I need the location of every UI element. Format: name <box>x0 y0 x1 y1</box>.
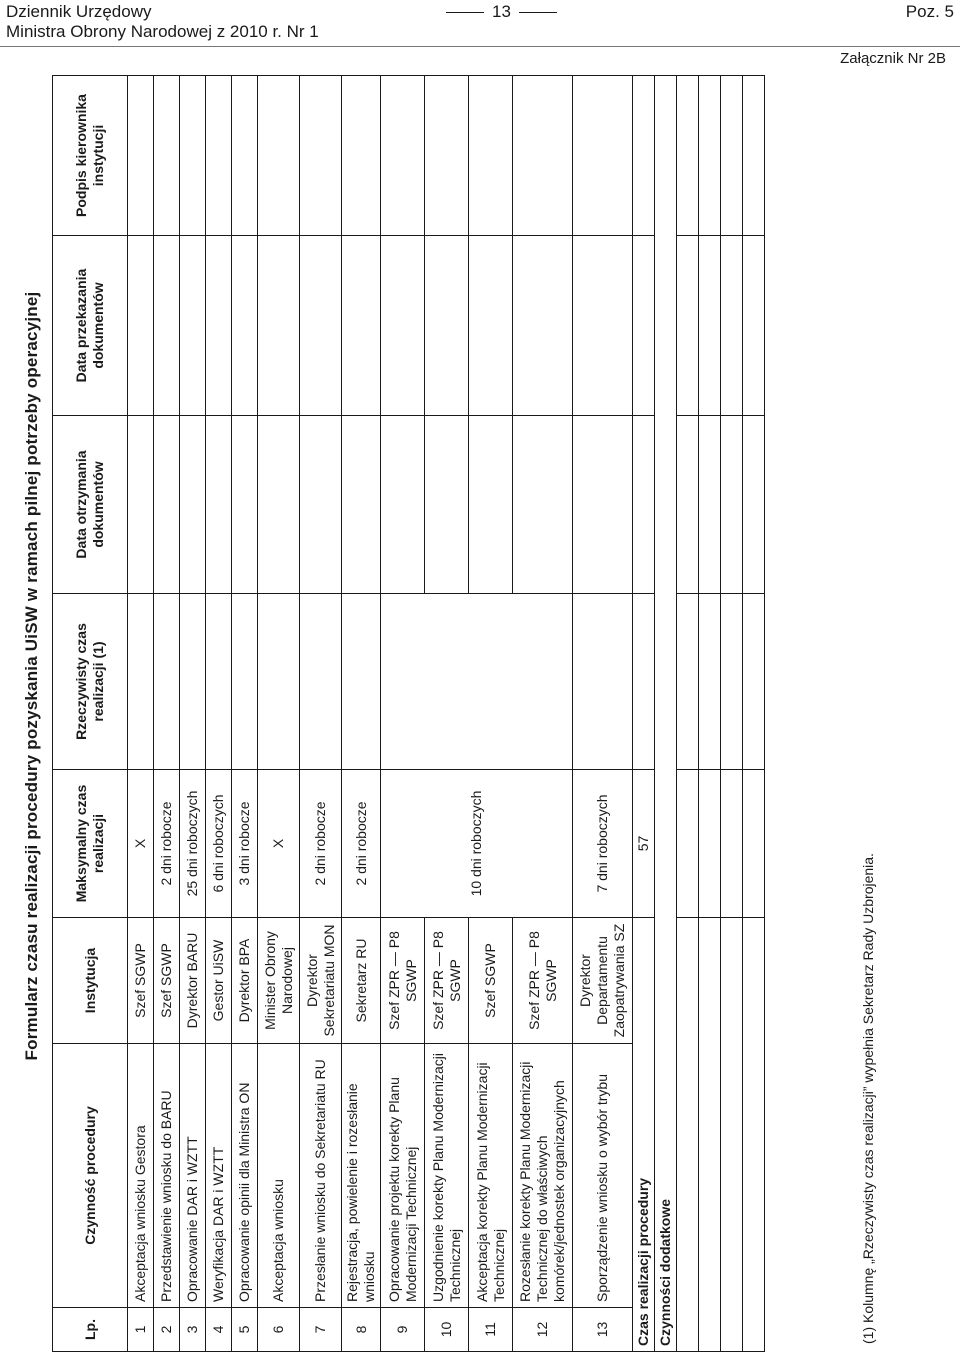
extra-row <box>677 76 699 1352</box>
total-handed-cell[interactable] <box>633 236 655 416</box>
extra-signature-cell[interactable] <box>677 76 699 236</box>
procedure-table <box>52 75 765 1352</box>
handed-cell[interactable] <box>573 236 633 416</box>
max-time-cell: 2 dni robocze <box>342 770 381 918</box>
max-time-cell: 3 dni robocze <box>232 770 258 918</box>
institution-cell: Szef SGWP <box>469 918 513 1044</box>
signature-cell[interactable] <box>300 76 342 236</box>
table-row <box>300 76 342 1352</box>
actual-time-cell[interactable] <box>381 594 573 770</box>
actual-time-cell[interactable] <box>128 594 154 770</box>
signature-cell[interactable] <box>381 76 425 236</box>
extra-actual-cell[interactable] <box>677 594 699 770</box>
received-cell[interactable] <box>425 416 469 594</box>
actual-time-cell[interactable] <box>300 594 342 770</box>
extra-handed-cell[interactable] <box>699 236 721 416</box>
col-received: Data otrzymania dokumentów <box>53 416 128 594</box>
signature-cell[interactable] <box>342 76 381 236</box>
institution-cell: Dyrektor Departamentu Zaopatrywania SZ <box>573 918 633 1044</box>
extra-header-row <box>655 76 677 1352</box>
max-time-cell: 2 dni robocze <box>300 770 342 918</box>
total-label: Czas realizacji procedury <box>633 918 655 1352</box>
activity-cell: Akceptacja korekty Planu Modernizacji Technicznej <box>469 1044 513 1308</box>
institution-cell: Minister Obrony Narodowej <box>258 918 300 1044</box>
lp-cell: 3 <box>180 1308 206 1352</box>
extra-row <box>699 76 721 1352</box>
actual-time-cell[interactable] <box>180 594 206 770</box>
extra-row <box>743 76 765 1352</box>
total-row <box>633 76 655 1352</box>
col-actual-time: Rzeczywisty czas realizacji (1) <box>53 594 128 770</box>
handed-cell[interactable] <box>425 236 469 416</box>
lp-cell: 8 <box>342 1308 381 1352</box>
actual-time-cell[interactable] <box>232 594 258 770</box>
col-handed: Data przekazania dokumentów <box>53 236 128 416</box>
extra-handed-cell[interactable] <box>721 236 743 416</box>
extra-received-cell[interactable] <box>677 416 699 594</box>
activity-cell: Rejestracja, powielenie i rozesłanie wniosku <box>342 1044 381 1308</box>
extra-signature-cell[interactable] <box>721 76 743 236</box>
extra-max-cell[interactable] <box>721 770 743 918</box>
received-cell[interactable] <box>206 416 232 594</box>
handed-cell[interactable] <box>381 236 425 416</box>
actual-time-cell[interactable] <box>154 594 180 770</box>
actual-time-cell[interactable] <box>573 594 633 770</box>
table-row <box>206 76 232 1352</box>
activity-cell: Akceptacja wniosku <box>258 1044 300 1308</box>
lp-cell: 9 <box>381 1308 425 1352</box>
signature-cell[interactable] <box>206 76 232 236</box>
lp-cell: 12 <box>513 1308 573 1352</box>
received-cell[interactable] <box>128 416 154 594</box>
handed-cell[interactable] <box>206 236 232 416</box>
actual-time-cell[interactable] <box>206 594 232 770</box>
activity-cell: Rozesłanie korekty Planu Modernizacji Technicznej do właściwych komórek/jednostek organizacyjnych <box>513 1044 573 1308</box>
table-row <box>154 76 180 1352</box>
received-cell[interactable] <box>342 416 381 594</box>
position-label: Poz. 5 <box>905 2 954 21</box>
lp-cell: 11 <box>469 1308 513 1352</box>
activity-cell: Uzgodnienie korekty Planu Modernizacji Technicznej <box>425 1044 469 1308</box>
handed-cell[interactable] <box>180 236 206 416</box>
col-max-time: Maksymalny czas realizacji <box>53 770 128 918</box>
col-activity: Czynność procedury <box>53 1044 128 1308</box>
handed-cell[interactable] <box>258 236 300 416</box>
institution-cell: Dyrektor BARU <box>180 918 206 1044</box>
received-cell[interactable] <box>232 416 258 594</box>
extra-actual-cell[interactable] <box>699 594 721 770</box>
page-number-text: 13 <box>492 2 511 21</box>
signature-cell[interactable] <box>232 76 258 236</box>
activity-cell: Akceptacja wniosku Gestora <box>128 1044 154 1308</box>
table-row <box>258 76 300 1352</box>
extra-activity-cell[interactable] <box>743 918 765 1352</box>
signature-cell[interactable] <box>573 76 633 236</box>
table-row <box>342 76 381 1352</box>
max-time-cell: 10 dni roboczych <box>381 770 573 918</box>
activity-cell: Opracowanie opinii dla Ministra ON <box>232 1044 258 1308</box>
lp-cell: 6 <box>258 1308 300 1352</box>
total-signature-cell[interactable] <box>633 76 655 236</box>
extra-actual-cell[interactable] <box>743 594 765 770</box>
activity-cell: Przesłanie wniosku do Sekretariatu RU <box>300 1044 342 1308</box>
signature-cell[interactable] <box>513 76 573 236</box>
table-row <box>381 76 425 1352</box>
lp-cell: 13 <box>573 1308 633 1352</box>
extra-actual-cell[interactable] <box>721 594 743 770</box>
max-time-cell: 25 dni roboczych <box>180 770 206 918</box>
handed-cell[interactable] <box>154 236 180 416</box>
signature-cell[interactable] <box>128 76 154 236</box>
extra-activity-cell[interactable] <box>677 918 699 1352</box>
extra-received-cell[interactable] <box>743 416 765 594</box>
extra-label: Czynności dodatkowe <box>655 76 677 1352</box>
institution-cell: Szef ZPR — P8 SGWP <box>381 918 425 1044</box>
extra-activity-cell[interactable] <box>699 918 721 1352</box>
extra-max-cell[interactable] <box>699 770 721 918</box>
ministry-line: Ministra Obrony Narodowej z 2010 r. Nr 1 <box>6 22 319 41</box>
handed-cell[interactable] <box>128 236 154 416</box>
table-row <box>232 76 258 1352</box>
max-time-cell: 6 dni roboczych <box>206 770 232 918</box>
signature-cell[interactable] <box>180 76 206 236</box>
lp-cell: 10 <box>425 1308 469 1352</box>
lp-cell: 7 <box>300 1308 342 1352</box>
lp-cell: 4 <box>206 1308 232 1352</box>
received-cell[interactable] <box>573 416 633 594</box>
institution-cell: Szef ZPR — P8 SGWP <box>425 918 469 1044</box>
institution-cell: Szef SGWP <box>128 918 154 1044</box>
signature-cell[interactable] <box>154 76 180 236</box>
extra-signature-cell[interactable] <box>699 76 721 236</box>
extra-received-cell[interactable] <box>721 416 743 594</box>
extra-signature-cell[interactable] <box>743 76 765 236</box>
activity-cell: Sporządzenie wniosku o wybór trybu <box>573 1044 633 1308</box>
institution-cell: Dyrektor BPA <box>232 918 258 1044</box>
received-cell[interactable] <box>300 416 342 594</box>
handed-cell[interactable] <box>469 236 513 416</box>
institution-cell: Gestor UiSW <box>206 918 232 1044</box>
activity-cell: Przedstawienie wniosku do BARU <box>154 1044 180 1308</box>
institution-cell: Dyrektor Sekretariatu MON <box>300 918 342 1044</box>
actual-time-cell[interactable] <box>258 594 300 770</box>
actual-time-cell[interactable] <box>342 594 381 770</box>
received-cell[interactable] <box>513 416 573 594</box>
table-header-row <box>53 76 128 1352</box>
received-cell[interactable] <box>258 416 300 594</box>
max-time-cell: X <box>258 770 300 918</box>
max-time-cell: 7 dni roboczych <box>573 770 633 918</box>
footnote: (1) Kolumnę „Rzeczywisty czas realizacji” wypełnia Sekretarz Rady Uzbrojenia. <box>860 853 876 1344</box>
activity-cell: Opracowanie projektu korekty Planu Modernizacji Technicznej <box>381 1044 425 1308</box>
extra-received-cell[interactable] <box>699 416 721 594</box>
extra-row <box>721 76 743 1352</box>
extra-activity-cell[interactable] <box>721 918 743 1352</box>
total-received-cell[interactable] <box>633 416 655 594</box>
extra-max-cell[interactable] <box>677 770 699 918</box>
received-cell[interactable] <box>154 416 180 594</box>
activity-cell: Weryfikacja DAR i WZTT <box>206 1044 232 1308</box>
lp-cell: 2 <box>154 1308 180 1352</box>
col-lp: Lp. <box>53 1308 128 1352</box>
total-actual-cell[interactable] <box>633 594 655 770</box>
institution-cell: Szef SGWP <box>154 918 180 1044</box>
col-signature: Podpis kierownika instytucji <box>53 76 128 236</box>
table-row <box>180 76 206 1352</box>
handed-cell[interactable] <box>300 236 342 416</box>
signature-cell[interactable] <box>425 76 469 236</box>
institution-cell: Sekretarz RU <box>342 918 381 1044</box>
signature-cell[interactable] <box>469 76 513 236</box>
extra-handed-cell[interactable] <box>677 236 699 416</box>
form-title: Formularz czasu realizacji procedury pozyskania UiSW w ramach pilnej potrzeby operacyjnej <box>22 291 41 1061</box>
table-row <box>128 76 154 1352</box>
activity-cell: Opracowanie DAR i WZTT <box>180 1044 206 1308</box>
received-cell[interactable] <box>381 416 425 594</box>
received-cell[interactable] <box>180 416 206 594</box>
handed-cell[interactable] <box>342 236 381 416</box>
max-time-cell: 2 dni robocze <box>154 770 180 918</box>
signature-cell[interactable] <box>258 76 300 236</box>
institution-cell: Szef ZPR — P8 SGWP <box>513 918 573 1044</box>
table-row <box>573 76 633 1352</box>
handed-cell[interactable] <box>232 236 258 416</box>
lp-cell: 1 <box>128 1308 154 1352</box>
total-value: 57 <box>633 770 655 918</box>
extra-handed-cell[interactable] <box>743 236 765 416</box>
journal-name: Dziennik Urzędowy <box>6 2 152 21</box>
attachment-label: Załącznik Nr 2B <box>840 50 946 67</box>
received-cell[interactable] <box>469 416 513 594</box>
col-institution: Instytucja <box>53 918 128 1044</box>
lp-cell: 5 <box>232 1308 258 1352</box>
max-time-cell: X <box>128 770 154 918</box>
extra-max-cell[interactable] <box>743 770 765 918</box>
handed-cell[interactable] <box>513 236 573 416</box>
